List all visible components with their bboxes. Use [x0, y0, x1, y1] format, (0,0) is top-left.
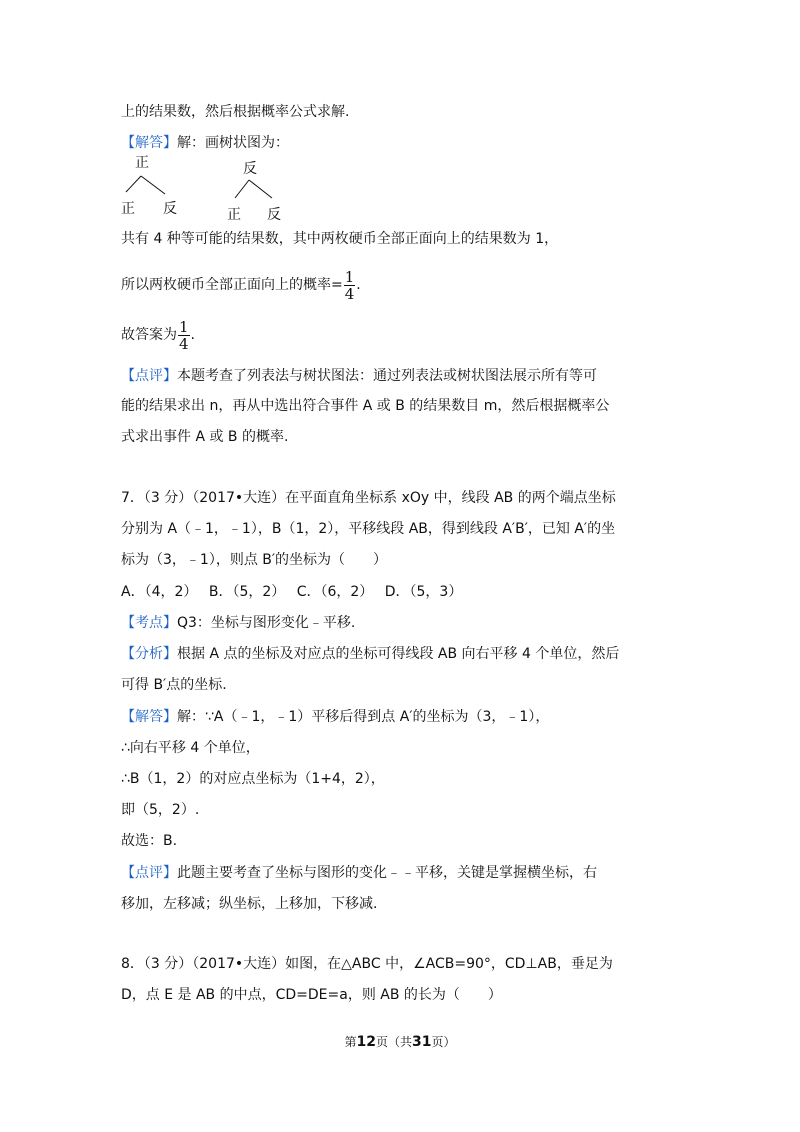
text-line: ∴向右平移 4 个单位， — [121, 740, 260, 756]
fraction-denominator: 4 — [179, 334, 189, 353]
tree1-right: 反 — [163, 201, 177, 217]
dianping-text: 此题主要考查了坐标与图形的变化﹣﹣平移，关键是掌握横坐标，右 — [177, 865, 597, 881]
tree1-root: 正 — [135, 155, 149, 171]
answer-line — [121, 133, 289, 153]
answer-result-line — [121, 318, 195, 352]
jieda-tag: 【解答】 — [121, 709, 177, 725]
tree1-left: 正 — [121, 201, 135, 217]
question-8-stem: 8．（3 分）（2017•大连）如图，在△ABC 中，∠ACB=90°，CD⊥AB，垂足为 — [121, 956, 613, 972]
dianping-tag: 【点评】 — [121, 865, 177, 881]
text-line: 移加，左移减；纵坐标，上移加，下移减. — [121, 896, 378, 912]
fraction — [178, 319, 190, 352]
text-line: 能的结果求出 n，再从中选出符合事件 A 或 B 的结果数目 m，然后根据概率公 — [121, 398, 610, 414]
question-7-options: A．（4，2） B．（5，2） C．（6，2） D．（5，3） — [121, 584, 463, 600]
jieda-line — [121, 707, 549, 727]
page-footer — [0, 1033, 800, 1050]
footer-pre: 第 — [344, 1035, 357, 1049]
footer-total-pages: 31 — [412, 1034, 432, 1050]
probability-line — [121, 268, 361, 302]
answer-result-text: 故答案为 — [121, 327, 177, 343]
text-line: 式求出事件 A 或 B 的概率. — [121, 429, 289, 445]
fenxi-line — [121, 644, 619, 664]
footer-page-number: 12 — [356, 1034, 376, 1050]
tree2-right: 反 — [267, 207, 281, 223]
review-text: 本题考查了列表法与树状图法：通过列表法或树状图法展示所有等可 — [177, 368, 597, 384]
text-line: 共有 4 种等可能的结果数，其中两枚硬币全部正面向上的结果数为 1， — [121, 231, 559, 247]
answer-tag: 【解答】 — [121, 135, 177, 151]
text-line: 上的结果数，然后根据概率公式求解. — [121, 104, 350, 120]
question-7-stem: 7．（3 分）（2017•大连）在平面直角坐标系 xOy 中，线段 AB 的两个端点坐标 — [121, 490, 616, 506]
text-line: 可得 B′点的坐标. — [121, 677, 227, 693]
text-line: 标为（3，﹣1），则点 B′的坐标为（ ） — [121, 552, 388, 568]
footer-mid: 页（共 — [375, 1035, 412, 1049]
period: . — [356, 277, 361, 293]
probability-text: 所以两枚硬币全部正面向上的概率= — [121, 277, 343, 293]
text-line: D，点 E 是 AB 的中点，CD=DE=a，则 AB 的长为（ ） — [121, 987, 502, 1003]
fraction — [344, 269, 356, 302]
text-line: 即（5，2）. — [121, 802, 200, 818]
answer-text: 解：画树状图为： — [177, 135, 289, 151]
kaodian-line — [121, 613, 355, 633]
tree2-root: 反 — [243, 161, 257, 177]
footer-post: 页） — [431, 1035, 456, 1049]
text-line: ∴B（1，2）的对应点坐标为（1+4，2）， — [121, 771, 385, 787]
fenxi-tag: 【分析】 — [121, 646, 177, 662]
text-line: 故选：B. — [121, 833, 178, 849]
review-line — [121, 366, 597, 386]
kaodian-text: Q3：坐标与图形变化﹣平移. — [177, 615, 356, 631]
review-tag: 【点评】 — [121, 368, 177, 384]
dianping-line — [121, 863, 597, 883]
period: . — [190, 327, 195, 343]
text-line: 分别为 A（﹣1，﹣1），B（1，2），平移线段 AB，得到线段 A′B′，已知 A′的坐 — [121, 521, 616, 537]
fenxi-text: 根据 A 点的坐标及对应点的坐标可得线段 AB 向右平移 4 个单位，然后 — [177, 646, 620, 662]
fraction-numerator: 1 — [344, 267, 355, 286]
tree2-left: 正 — [227, 207, 241, 223]
jieda-text: 解：∵A（﹣1，﹣1）平移后得到点 A′的坐标为（3，﹣1）， — [177, 709, 550, 725]
kaodian-tag: 【考点】 — [121, 615, 177, 631]
fraction-denominator: 4 — [344, 284, 355, 303]
fraction-numerator: 1 — [179, 317, 189, 336]
